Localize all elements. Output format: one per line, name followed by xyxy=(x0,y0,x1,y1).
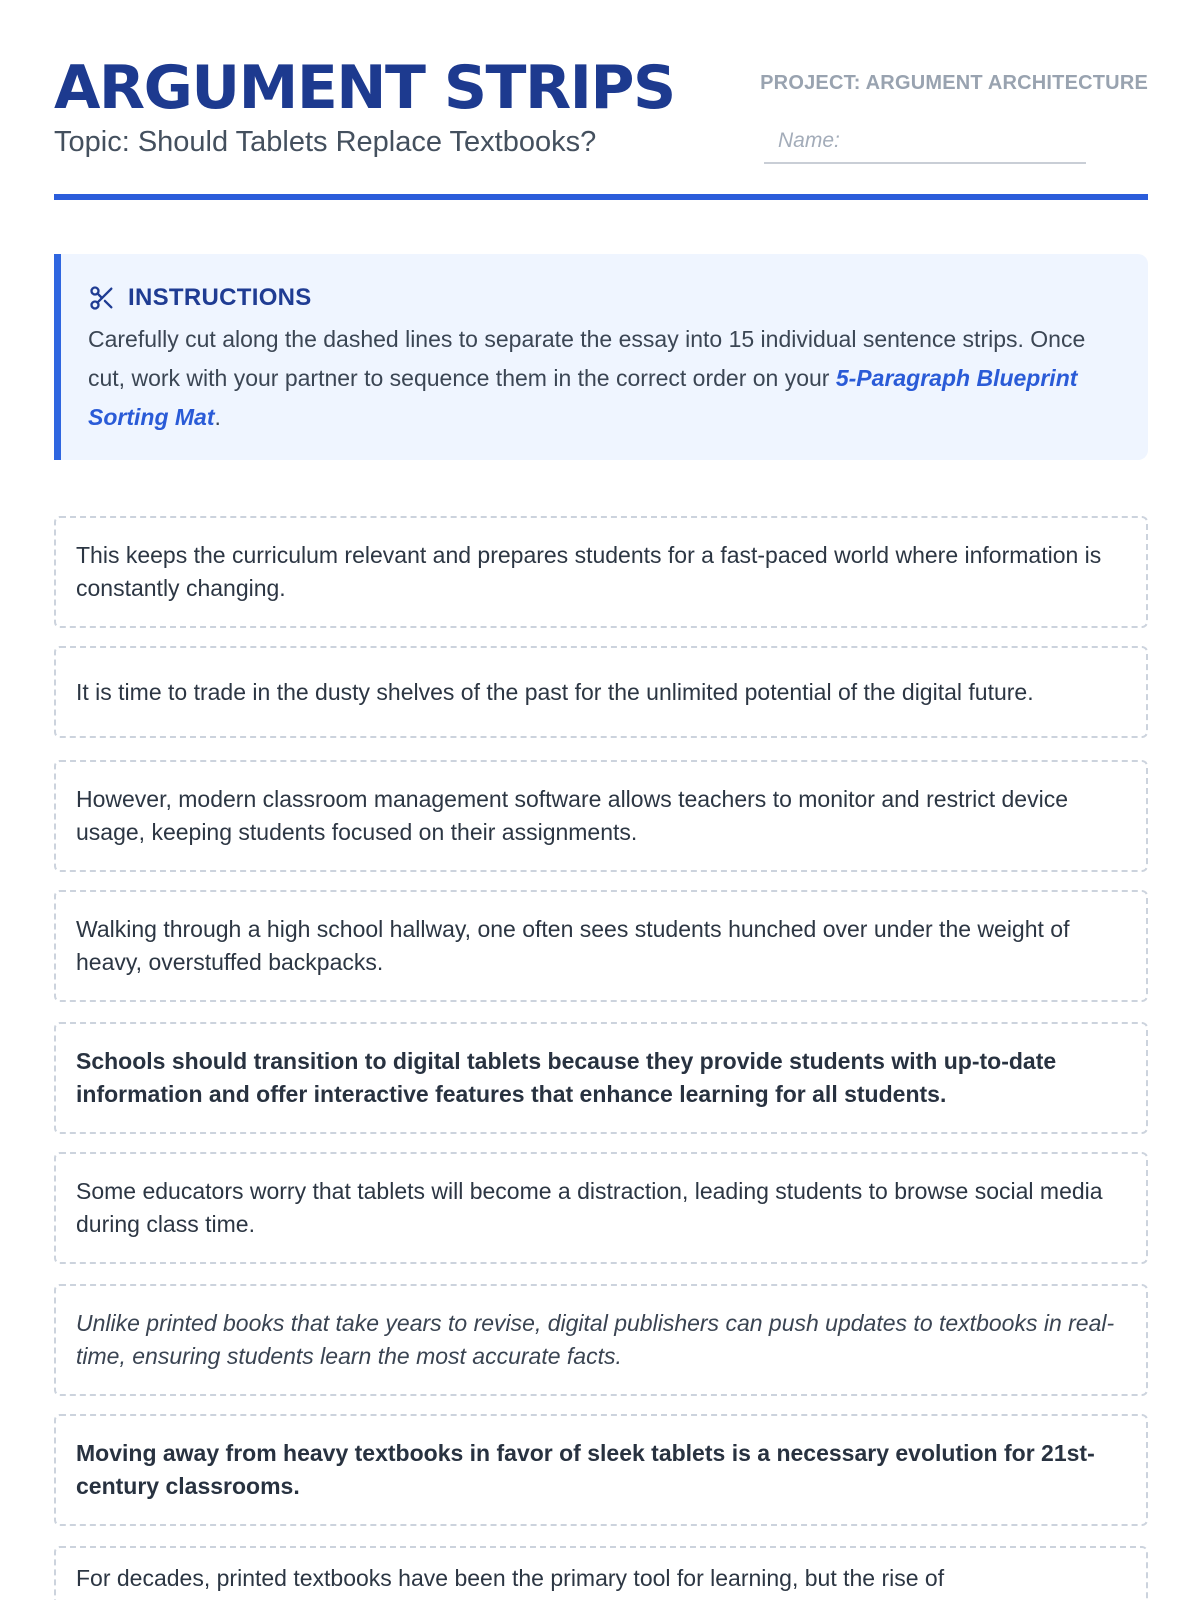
header-divider xyxy=(54,194,1148,200)
sentence-strip[interactable] xyxy=(54,890,1148,1002)
name-input[interactable] xyxy=(764,122,1086,160)
topic-subtitle: Topic: Should Tablets Replace Textbooks? xyxy=(54,126,597,158)
instructions-panel xyxy=(54,254,1148,460)
strip-text: Moving away from heavy textbooks in favor of sleek tablets is a necessary evolution for 21st-century classrooms. xyxy=(76,1440,1095,1499)
strip-text: Schools should transition to digital tablets because they provide students with up-to-date information and offer interactive features that enhance learning for all students. xyxy=(76,1048,1057,1107)
sentence-strip[interactable] xyxy=(54,1022,1148,1134)
scissors-icon xyxy=(88,284,116,312)
page-title: ARGUMENT STRIPS xyxy=(54,53,675,123)
strip-text: Walking through a high school hallway, one often sees students hunched over under the weight of heavy, overstuffed backpacks. xyxy=(76,916,1070,975)
sorting-mat-link[interactable]: 5-Paragraph Blueprint Sorting Mat xyxy=(88,365,1078,430)
instructions-text-main: Carefully cut along the dashed lines to separate the essay into 15 individual sentence strips. Once cut, work with your partner to sequence them in the correct order on your xyxy=(88,326,1086,391)
instructions-title: INSTRUCTIONS xyxy=(128,284,312,311)
sentence-strip[interactable] xyxy=(54,646,1148,738)
strip-text: For decades, printed textbooks have been the primary tool for learning, but the rise of xyxy=(76,1565,945,1591)
sentence-strip[interactable] xyxy=(54,760,1148,872)
instructions-text xyxy=(88,320,1122,437)
sentence-strip[interactable] xyxy=(54,1152,1148,1264)
strip-text: Unlike printed books that take years to revise, digital publishers can push updates to textbooks in real-time, ensuring students learn the most accurate facts. xyxy=(76,1310,1115,1369)
name-field xyxy=(764,122,1086,164)
strip-text: It is time to trade in the dusty shelves of the past for the unlimited potential of the digital future. xyxy=(76,678,1034,705)
strip-text: Some educators worry that tablets will become a distraction, leading students to browse social media during class time. xyxy=(76,1178,1103,1237)
instructions-text-end: . xyxy=(214,404,221,430)
project-label: PROJECT: ARGUMENT ARCHITECTURE xyxy=(760,72,1148,94)
sentence-strip[interactable] xyxy=(54,516,1148,628)
worksheet-header xyxy=(54,53,1148,202)
instructions-heading xyxy=(88,282,1122,314)
sentence-strip[interactable] xyxy=(54,1284,1148,1396)
strip-text: This keeps the curriculum relevant and prepares students for a fast-paced world where information is constantly changing. xyxy=(76,542,1102,601)
sentence-strip[interactable] xyxy=(54,1546,1148,1600)
strip-text: However, modern classroom management software allows teachers to monitor and restrict device usage, keeping students focused on their assignments. xyxy=(76,786,1068,845)
sentence-strip[interactable] xyxy=(54,1414,1148,1526)
